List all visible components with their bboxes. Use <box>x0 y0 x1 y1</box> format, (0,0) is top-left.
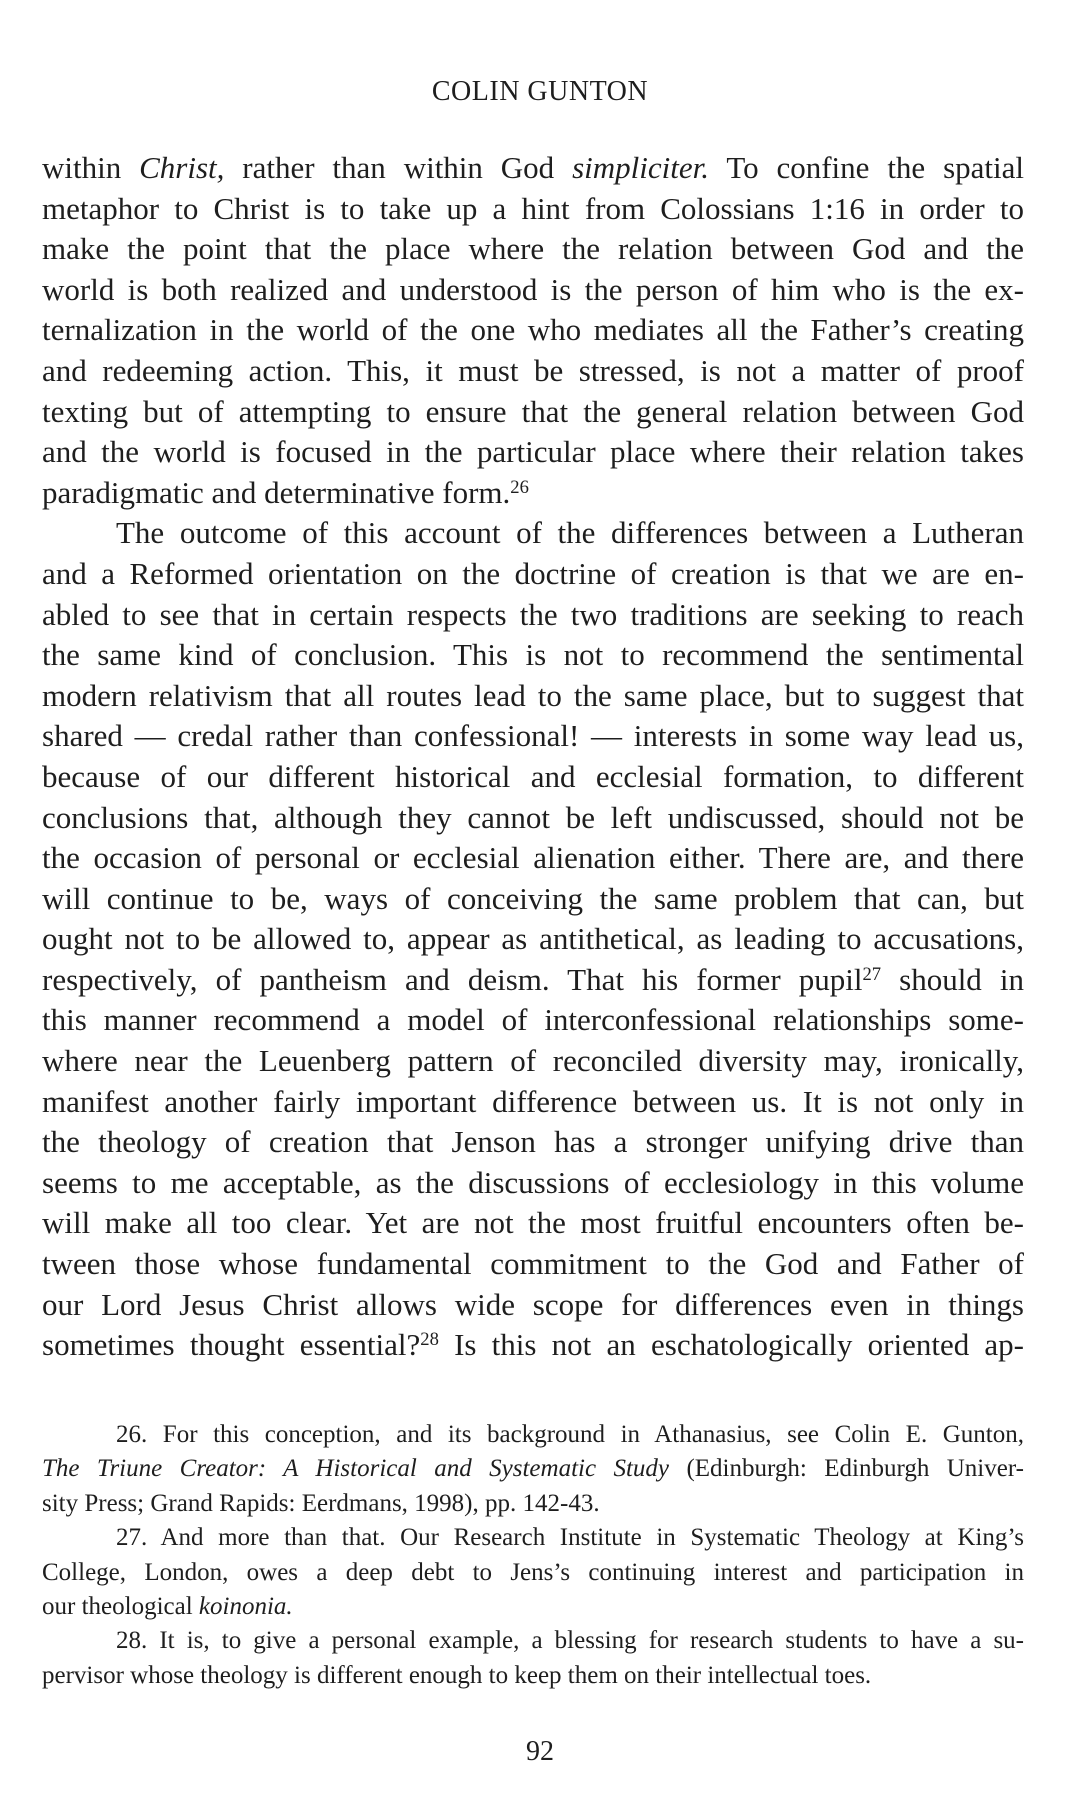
text-line: modern relativism that all routes lead to the same place, but to suggest that <box>42 677 1024 713</box>
text-line: tween those whose fundamental commitment to the God and Father of <box>42 1246 1024 1282</box>
footnote-line: sity Press; Grand Rapids: Eerdmans, 1998), pp. 142-43. <box>42 1489 600 1517</box>
footnote-reference: 27 <box>862 963 882 985</box>
text-line: ought not to be allowed to, appear as antithetical, as leading to accusations, <box>42 921 1024 957</box>
text-line: world is both realized and understood is the person of him who is the ex- <box>42 271 1024 307</box>
text-line: and the world is focused in the particular place where their relation takes <box>42 434 1024 470</box>
footnote-line: 28. It is, to give a personal example, a blessing for research students to have a su- <box>116 1627 1024 1655</box>
text-line: conclusions that, although they cannot be left undiscussed, should not be <box>42 799 1024 835</box>
footnote-line: The Triune Creator: A Historical and Systematic Study (Edinburgh: Edinburgh Univer- <box>42 1455 1024 1483</box>
text-line: and a Reformed orientation on the doctrine of creation is that we are en- <box>42 555 1024 591</box>
text-line: where near the Leuenberg pattern of reconciled diversity may, ironically, <box>42 1043 1024 1079</box>
body-text <box>42 148 1024 1366</box>
text-line: shared — credal rather than confessional! — interests in some way lead us, <box>42 718 1024 754</box>
footnote-reference: 28 <box>420 1329 439 1350</box>
running-head: COLIN GUNTON <box>431 76 649 107</box>
text-line: within Christ, rather than within God simpliciter. To confine the spatial <box>42 150 1024 185</box>
text-line: the occasion of personal or ecclesial alienation either. There are, and there <box>42 840 1024 876</box>
italic-text: The Triune Creator: A Historical and Systematic Study <box>42 1455 670 1483</box>
italic-text: Christ, <box>139 150 225 185</box>
text-line: seems to me acceptable, as the discussions of ecclesiology in this volume <box>42 1164 1024 1200</box>
text-line: paradigmatic and determinative form.$^{26}$ <box>42 474 529 510</box>
footnote-line: 27. And more than that. Our Research Institute in Systematic Theology at King’s <box>116 1524 1024 1552</box>
footnotes <box>42 1418 1024 1693</box>
text-line: The outcome of this account of the differences between a Lutheran <box>116 515 1024 551</box>
text-line: abled to see that in certain respects the two traditions are seeking to reach <box>42 596 1024 632</box>
text-line: because of our different historical and ecclesial formation, to different <box>42 758 1024 794</box>
footnote-line: 26. For this conception, and its background in Athanasius, see Colin E. Gunton, <box>116 1421 1024 1448</box>
italic-text: simpliciter. <box>572 150 709 185</box>
text-line: respectively, of pantheism and deism. That his former pupil$^{27}$ should in <box>42 961 1024 997</box>
text-line: will make all too clear. Yet are not the most fruitful encounters often be- <box>42 1205 1024 1241</box>
footnote-line: College, London, owes a deep debt to Jens’s continuing interest and participation in <box>42 1558 1024 1586</box>
text-line: sometimes thought essential?$^{28}$ Is this not an eschatologically oriented ap- <box>42 1327 1025 1363</box>
italic-text: koinonia. <box>198 1592 293 1620</box>
text-line: texting but of attempting to ensure that the general relation between God <box>42 393 1024 429</box>
text-line: and redeeming action. This, it must be stressed, is not a matter of proof <box>42 352 1024 388</box>
text-line: this manner recommend a model of interconfessional relationships some- <box>42 1002 1024 1038</box>
footnote-line: pervisor whose theology is different enough to keep them on their intellectual toes. <box>42 1661 872 1689</box>
text-line: the theology of creation that Jenson has a stronger unifying drive than <box>42 1124 1024 1160</box>
text-line: will continue to be, ways of conceiving the same problem that can, but <box>42 880 1024 916</box>
footnote-line: our theological koinonia. <box>42 1592 293 1620</box>
text-line: manifest another fairly important difference between us. It is not only in <box>42 1083 1024 1119</box>
text-line: the same kind of conclusion. This is not to recommend the sentimental <box>42 637 1024 673</box>
text-line: our Lord Jesus Christ allows wide scope for differences even in things <box>42 1286 1024 1322</box>
text-line: ternalization in the world of the one who mediates all the Father’s creating <box>42 312 1024 348</box>
footnote-reference: 26 <box>510 476 529 498</box>
page-number: 92 <box>526 1736 554 1767</box>
text-line: make the point that the place where the relation between God and the <box>42 231 1024 267</box>
text-line: metaphor to Christ is to take up a hint from Colossians 1:16 in order to <box>42 190 1024 226</box>
